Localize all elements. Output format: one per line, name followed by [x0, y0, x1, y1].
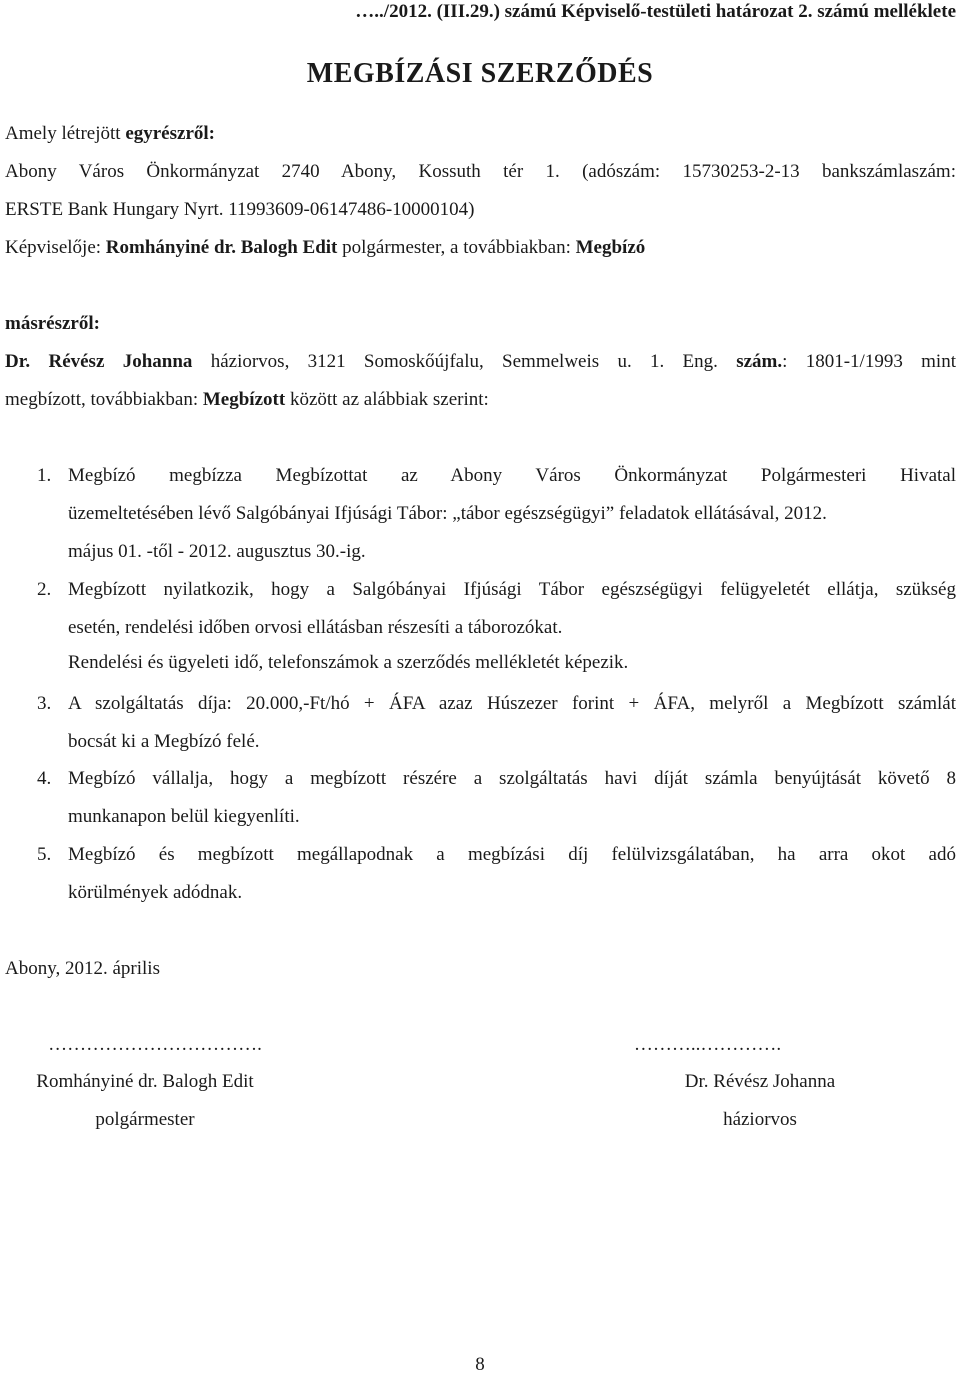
intro-text: Amely létrejött — [5, 123, 126, 144]
item-4-line-2: munkanapon belül kiegyenlíti. — [68, 806, 300, 827]
place-and-date: Abony, 2012. április — [5, 958, 160, 979]
item-2-line-1: Megbízott nyilatkozik, hogy a Salgóbányai Ifjúsági Tábor egészségügyi felügyeletét ellátja, szükség — [68, 579, 956, 600]
item-1-line-2: üzemeltetésében lévő Salgóbányai Ifjúsági Tábor: „tábor egészségügyi” feladatok ellátásával, 2012. — [68, 503, 827, 524]
page-number: 8 — [475, 1354, 485, 1375]
signatory-title-left: polgármester — [95, 1109, 195, 1130]
item-2-line-2: esetén, rendelési időben orvosi ellátásban részesíti a táborozókat. — [68, 617, 563, 638]
first-party-representative — [5, 236, 645, 260]
first-party-line-2: ERSTE Bank Hungary Nyrt. 11993609-06147486-10000104) — [5, 199, 475, 220]
item-number: 4. — [37, 768, 52, 789]
signature-line-right: ………..…………. — [633, 1034, 782, 1055]
contractor-prefix: megbízott, továbbiakban: — [5, 389, 203, 410]
first-party-line-1: Abony Város Önkormányzat 2740 Abony, Kossuth tér 1. (adószám: 15730253-2-13 bankszámlaszám: — [5, 161, 956, 182]
item-number: 5. — [37, 844, 52, 865]
second-party-label: másrészről: — [5, 313, 100, 334]
item-3-line-1: A szolgáltatás díja: 20.000,-Ft/hó + ÁFA azaz Húszezer forint + ÁFA, melyről a Megbízott számlát — [68, 693, 956, 714]
intro-line — [5, 122, 215, 146]
reg-label: szám. — [736, 351, 783, 372]
item-3-line-2: bocsát ki a Megbízó felé. — [68, 731, 260, 752]
item-number: 2. — [37, 579, 52, 600]
rep-suffix: polgármester, a továbbiakban: — [337, 237, 576, 258]
annex-header: …../2012. (III.29.) számú Képviselő-testületi határozat 2. számú melléklete — [355, 1, 956, 22]
item-number: 1. — [37, 465, 52, 486]
first-party-label: egyrészről: — [125, 123, 215, 144]
reg-number: : 1801-1/1993 mint — [782, 351, 956, 372]
item-1-line-3: május 01. -től - 2012. augusztus 30.-ig. — [68, 541, 366, 562]
document-title: MEGBÍZÁSI SZERZŐDÉS — [306, 58, 654, 89]
item-1-line-1: Megbízó megbízza Megbízottat az Abony Város Önkormányzat Polgármesteri Hivatal — [68, 465, 956, 486]
rep-name: Romhányiné dr. Balogh Edit — [105, 237, 338, 258]
item-2-line-3: Rendelési és ügyeleti idő, telefonszámok a szerződés mellékletét képezik. — [68, 652, 629, 673]
contractor-role: Megbízott — [202, 389, 286, 410]
rep-prefix: Képviselője: — [5, 237, 106, 258]
contractor-suffix: között az alábbiak szerint: — [285, 389, 489, 410]
contractor-address: háziorvos, 3121 Somoskőújfalu, Semmelweis u. 1. Eng. — [192, 351, 737, 372]
client-role: Megbízó — [575, 237, 646, 258]
item-4-line-1: Megbízó vállalja, hogy a megbízott részére a szolgáltatás havi díját számla benyújtását követő 8 — [68, 768, 956, 789]
item-5-line-1: Megbízó és megbízott megállapodnak a megbízási díj felülvizsgálatában, ha arra okot adó — [68, 844, 956, 865]
second-party-line-2 — [5, 388, 489, 412]
signature-line-left: ……………………………. — [48, 1034, 262, 1055]
item-number: 3. — [37, 693, 52, 714]
signatory-name-right: Dr. Révész Johanna — [684, 1071, 836, 1092]
item-5-line-2: körülmények adódnak. — [68, 882, 243, 903]
signatory-title-right: háziorvos — [723, 1109, 797, 1130]
signatory-name-left: Romhányiné dr. Balogh Edit — [36, 1071, 254, 1092]
contractor-name: Dr. Révész Johanna — [5, 351, 193, 372]
second-party-line-1 — [5, 350, 956, 374]
